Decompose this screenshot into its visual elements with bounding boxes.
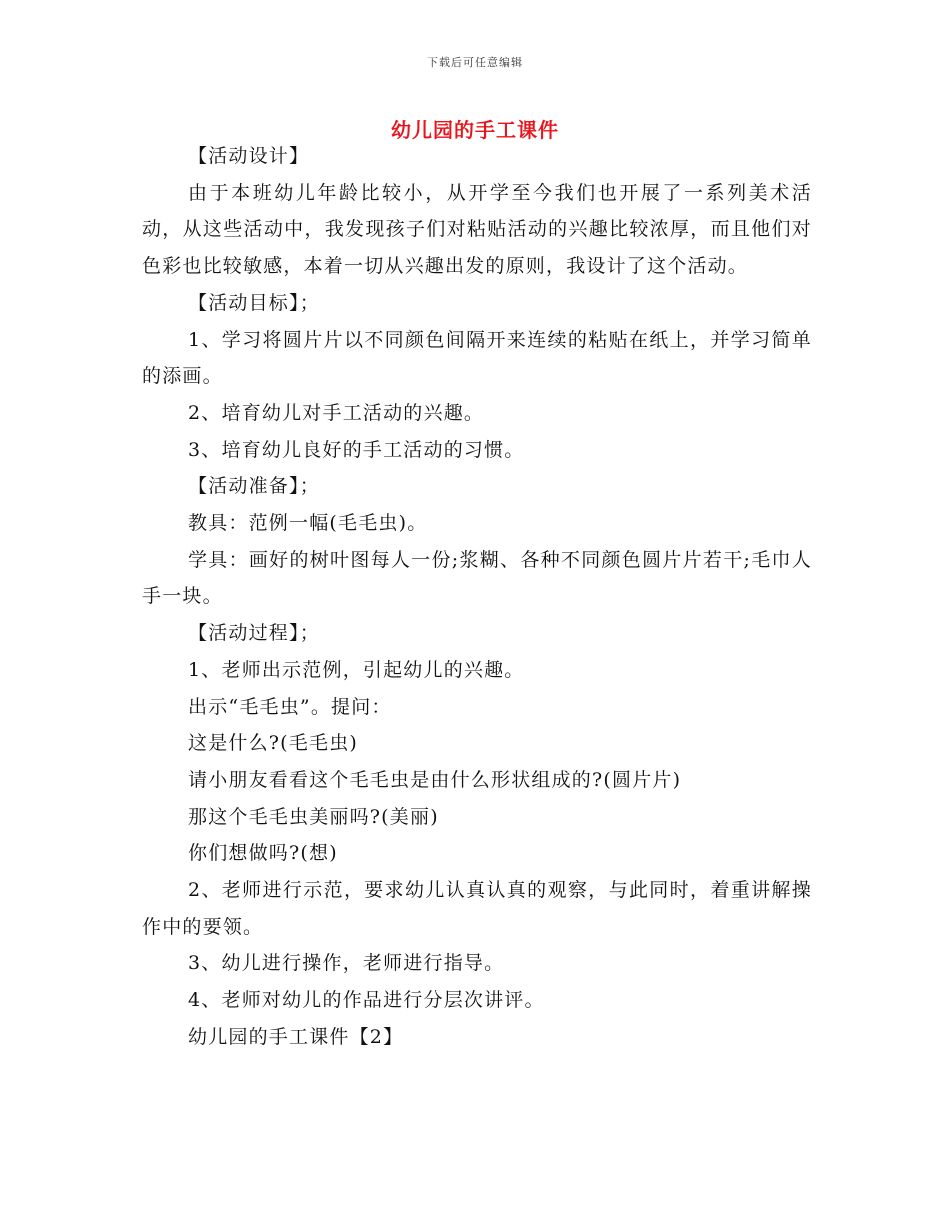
process-question-1: 这是什么?(毛毛虫) [188,732,359,755]
process-question-2: 请小朋友看看这个毛毛虫是由什么形状组成的?(圆片片) [188,768,682,791]
process-question-intro: 出示“毛毛虫”。提问： [188,695,392,718]
process-step-1: 1、老师出示范例，引起幼儿的兴趣。 [188,658,525,681]
process-question-3: 那这个毛毛虫美丽吗?(美丽) [188,805,439,828]
section-heading-design: 【活动设计】 [188,145,310,167]
document-body [142,138,812,1056]
next-section-title: 幼儿园的手工课件【2】 [188,1025,404,1048]
goal-item-2: 2、培育幼儿对手工活动的兴趣。 [188,401,485,424]
document-title: 幼儿园的手工课件 [391,118,559,142]
process-step-2: 2、老师进行示范，要求幼儿认真认真的观察，与此同时，着重讲解操作中的要领。 [142,879,812,938]
process-question-4: 你们想做吗?(想) [188,842,338,865]
section-heading-process: 【活动过程】； [188,622,320,645]
goal-item-1: 1、学习将圆片片以不同颜色间隔开来连续的粘贴在纸上，并学习简单的添画。 [142,328,812,388]
preparation-learning-aids: 学具：画好的树叶图每人一份;浆糊、各种不同颜色圆片片若干;毛巾人手一块。 [142,548,812,608]
section-heading-goals: 【活动目标】； [188,291,320,314]
process-step-4: 4、老师对幼儿的作品进行分层次讲评。 [188,989,545,1012]
process-step-3: 3、幼儿进行操作，老师进行指导。 [188,952,505,975]
goal-item-3: 3、培育幼儿良好的手工活动的习惯。 [188,438,525,461]
preparation-teaching-aids: 教具：范例一幅(毛毛虫)。 [188,512,428,535]
paragraph-design-description: 由于本班幼儿年龄比较小，从开学至今我们也开展了一系列美术活动，从这些活动中，我发现孩子们对粘贴活动的兴趣比较浓厚，而且他们对色彩也比较敏感，本着一切从兴趣出发的原则，我设计了这个活动。 [142,181,812,278]
page-header-note: 下载后可任意编辑 [427,56,523,69]
section-heading-preparation: 【活动准备】； [188,475,320,498]
